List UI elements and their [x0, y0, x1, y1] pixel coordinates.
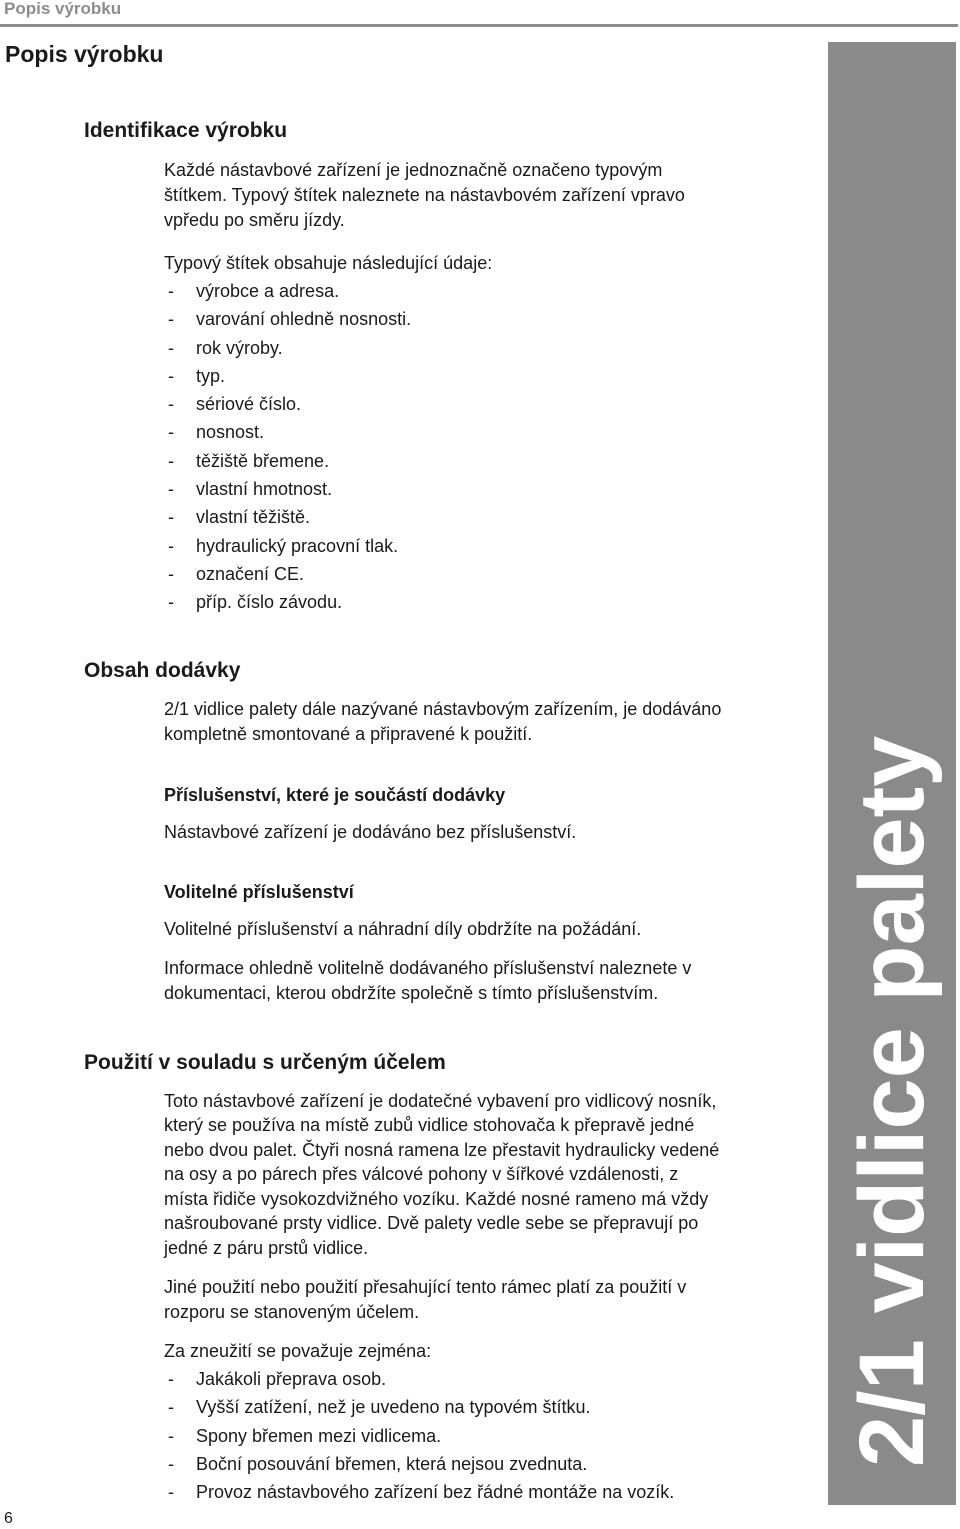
- heading-included-accessories: Příslušenství, které je součástí dodávky: [164, 784, 506, 805]
- page-number: 6: [4, 1510, 13, 1527]
- text-line: štítkem. Typový štítek naleznete na nástavbovém zařízení vpravo: [164, 185, 685, 205]
- text-line: kompletně smontované a připravené k použití.: [164, 723, 533, 744]
- identification-block: [164, 158, 814, 617]
- text-line: jedné z páru prstů vidlice.: [164, 1237, 369, 1258]
- text-line: našroubované prsty vidlice. Dvě palety vedle sebe se přepravují po: [164, 1213, 699, 1234]
- list-item: - vlastní hmotnost.: [164, 475, 814, 503]
- page-title: Popis výrobku: [5, 41, 164, 67]
- text-line: Každé nástavbové zařízení je jednoznačně označeno typovým: [164, 160, 663, 180]
- list-item: - Boční posouvání břemen, která nejsou zvednuta.: [164, 1450, 814, 1478]
- text-line: Toto nástavbové zařízení je dodatečné vybavení pro vidlicový nosník,: [164, 1090, 717, 1111]
- text-line: místa řidiče vysokozdvižného vozíku. Každé nosné rameno má vždy: [164, 1188, 709, 1209]
- text-line: Jiné použití nebo použití přesahující tento rámec platí za použití v: [164, 1277, 687, 1298]
- list-item: - Provoz nástavbového zařízení bez řádné montáže na vozík.: [164, 1478, 814, 1506]
- list-item: - příp. číslo závodu.: [164, 588, 814, 616]
- plate-list-intro: Typový štítek obsahuje následující údaje:: [164, 253, 493, 273]
- list-item: - varování ohledně nosnosti.: [164, 305, 814, 333]
- list-item: - vlastní těžiště.: [164, 503, 814, 531]
- list-item: - hydraulický pracovní tlak.: [164, 532, 814, 560]
- list-item: - Jakákoli přeprava osob.: [164, 1365, 814, 1393]
- intended-use-block: [164, 1089, 814, 1507]
- text-line: dokumentaci, kterou obdržíte společně s tímto příslušenstvím.: [164, 982, 659, 1003]
- list-item: - typ.: [164, 362, 814, 390]
- list-item: - označení CE.: [164, 560, 814, 588]
- heading-delivery: Obsah dodávky: [84, 658, 241, 682]
- heading-identification: Identifikace výrobku: [84, 119, 288, 142]
- running-header: Popis výrobku: [4, 0, 122, 18]
- text-line: na osy a po párech přes válcové pohony v šířkové vzdálenosti, z: [164, 1164, 679, 1185]
- list-item: - těžiště břemene.: [164, 447, 814, 475]
- delivery-text: [164, 697, 814, 747]
- text-line: Informace ohledně volitelně dodávaného příslušenství naleznete v: [164, 957, 692, 978]
- heading-intended-use: Použití v souladu s určeným účelem: [84, 1050, 446, 1074]
- text-line: který se používa na místě zubů vidlice stohovača k přepravě jedné: [164, 1115, 695, 1136]
- plate-data-list: [164, 277, 814, 617]
- list-item: - nosnost.: [164, 418, 814, 446]
- misuse-list: [164, 1365, 814, 1506]
- optional-accessories-text: Volitelné příslušenství a náhradní díly obdržíte na požádání.: [164, 918, 642, 939]
- list-item: - Vyšší zatížení, než je uvedeno na typovém štítku.: [164, 1393, 814, 1421]
- list-item: - rok výroby.: [164, 334, 814, 362]
- document-body: [84, 117, 814, 1507]
- list-item: - výrobce a adresa.: [164, 277, 814, 305]
- text-line: 2/1 vidlice palety dále nazývané nástavbovým zařízením, je dodáváno: [164, 698, 722, 719]
- side-tab: [828, 42, 956, 1505]
- text-line: vpředu po směru jízdy.: [164, 210, 345, 230]
- list-item: - sériové číslo.: [164, 390, 814, 418]
- optional-accessories-info: [164, 956, 814, 1006]
- identification-intro: [164, 158, 814, 233]
- text-line: rozporu se stanoveným účelem.: [164, 1301, 420, 1322]
- heading-optional-accessories: Volitelné příslušenství: [164, 881, 354, 902]
- text-line: nebo dvou palet. Čtyři nosná ramena lze přestavit hydraulicky vedené: [164, 1139, 720, 1160]
- side-tab-text: 2/1 vidlice palety: [841, 735, 943, 1467]
- header-rule: [0, 24, 958, 27]
- intended-use-para1: [164, 1089, 814, 1261]
- intended-use-para2: [164, 1275, 814, 1324]
- delivery-block: [164, 697, 814, 1006]
- list-item: - Spony břemen mezi vidlicema.: [164, 1422, 814, 1450]
- misuse-intro: Za zneužití se považuje zejména:: [164, 1341, 432, 1362]
- included-accessories-text: Nástavbové zařízení je dodáváno bez příslušenství.: [164, 821, 577, 842]
